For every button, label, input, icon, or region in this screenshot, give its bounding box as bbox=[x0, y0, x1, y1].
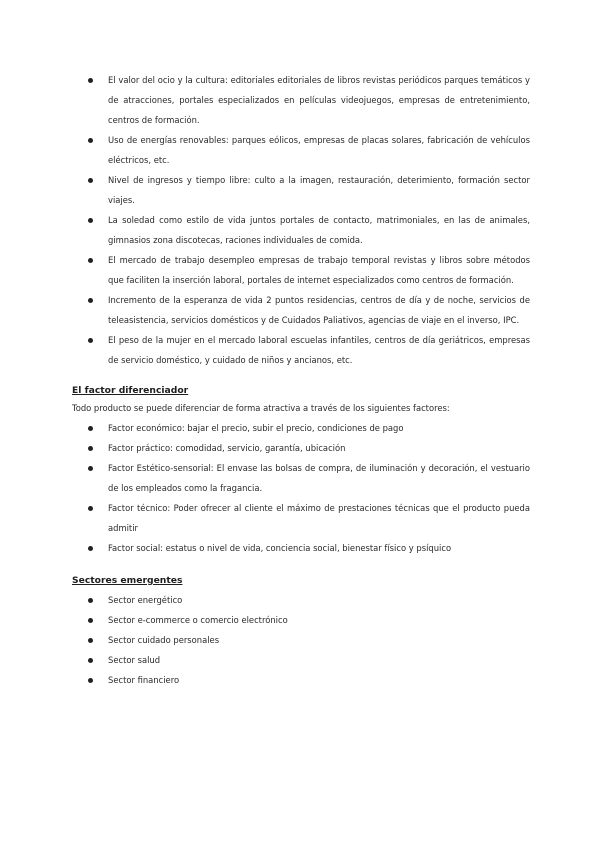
factor-list bbox=[72, 418, 530, 558]
list-item-text: Sector e-commerce o comercio electrónico bbox=[108, 615, 288, 625]
list-item bbox=[72, 498, 530, 538]
page-content bbox=[72, 70, 530, 690]
bullet-icon bbox=[88, 638, 93, 643]
list-item-text: Factor social: estatus o nivel de vida, conciencia social, bienestar físico y psíquico bbox=[108, 543, 452, 553]
list-item-text: Factor técnico: Poder ofrecer al cliente el máximo de prestaciones técnicas que el producto pueda admitir bbox=[108, 503, 530, 533]
list-item bbox=[72, 590, 530, 610]
list-item bbox=[72, 670, 530, 690]
section-intro: Todo producto se puede diferenciar de forma atractiva a través de los siguientes factores: bbox=[72, 403, 450, 413]
list-item-text: Incremento de la esperanza de vida 2 puntos residencias, centros de día y de noche, servicios de teleasistencia, servicios domésticos y de Cuidados Paliativos, agencias de viaje en el inverso, IPC. bbox=[108, 295, 530, 325]
bullet-icon bbox=[88, 546, 93, 551]
bullet-icon bbox=[88, 658, 93, 663]
bullet-icon bbox=[88, 466, 93, 471]
bullet-icon bbox=[88, 258, 93, 263]
list-item-text: Uso de energías renovables: parques eólicos, empresas de placas solares, fabricación de vehículos eléctricos, etc. bbox=[108, 135, 530, 165]
list-item-text: Factor práctico: comodidad, servicio, garantía, ubicación bbox=[108, 443, 346, 453]
list-item-text: El peso de la mujer en el mercado laboral escuelas infantiles, centros de día geriátricos, empresas de servicio doméstico, y cuidado de niños y ancianos, etc. bbox=[108, 335, 530, 365]
list-item bbox=[72, 130, 530, 170]
list-item-text: Factor económico: bajar el precio, subir el precio, condiciones de pago bbox=[108, 423, 404, 433]
list-item-text: El valor del ocio y la cultura: editoriales editoriales de libros revistas periódicos parques temáticos y de atracciones, portales especializados en películas videojuegos, empresas de entretenimiento, centros de formación. bbox=[108, 75, 530, 125]
trends-list bbox=[72, 70, 530, 370]
list-item-text: Sector cuidado personales bbox=[108, 635, 220, 645]
list-item-text: Sector salud bbox=[108, 655, 161, 665]
list-item bbox=[72, 438, 530, 458]
bullet-icon bbox=[88, 338, 93, 343]
list-item-text: Sector financiero bbox=[108, 675, 180, 685]
list-item bbox=[72, 210, 530, 250]
list-item bbox=[72, 250, 530, 290]
bullet-icon bbox=[88, 426, 93, 431]
bullet-icon bbox=[88, 618, 93, 623]
list-item-text: Sector energético bbox=[108, 595, 183, 605]
section-heading-emerging: Sectores emergentes bbox=[72, 575, 183, 586]
list-item bbox=[72, 650, 530, 670]
bullet-icon bbox=[88, 138, 93, 143]
bullet-icon bbox=[88, 446, 93, 451]
list-item-text: El mercado de trabajo desempleo empresas de trabajo temporal revistas y libros sobre métodos que faciliten la inserción laboral, portales de internet especializados como centros de formación. bbox=[108, 255, 530, 285]
list-item bbox=[72, 610, 530, 630]
bullet-icon bbox=[88, 298, 93, 303]
bullet-icon bbox=[88, 678, 93, 683]
list-item bbox=[72, 418, 530, 438]
list-item-text: Factor Estético-sensorial: El envase las bolsas de compra, de iluminación y decoración, el vestuario de los empleados como la fragancia. bbox=[108, 463, 530, 493]
bullet-icon bbox=[88, 178, 93, 183]
bullet-icon bbox=[88, 78, 93, 83]
list-item bbox=[72, 70, 530, 130]
list-item bbox=[72, 538, 530, 558]
list-item bbox=[72, 630, 530, 650]
list-item bbox=[72, 170, 530, 210]
bullet-icon bbox=[88, 506, 93, 511]
emerging-sectors-list bbox=[72, 590, 530, 690]
list-item-text: La soledad como estilo de vida juntos portales de contacto, matrimoniales, en las de animales, gimnasios zona discotecas, raciones individuales de comida. bbox=[108, 215, 530, 245]
bullet-icon bbox=[88, 218, 93, 223]
list-item-text: Nivel de ingresos y tiempo libre: culto a la imagen, restauración, deterimiento, formación sector viajes. bbox=[108, 175, 530, 205]
bullet-icon bbox=[88, 598, 93, 603]
list-item bbox=[72, 290, 530, 330]
list-item bbox=[72, 330, 530, 370]
section-heading-factor: El factor diferenciador bbox=[72, 385, 189, 396]
list-item bbox=[72, 458, 530, 498]
